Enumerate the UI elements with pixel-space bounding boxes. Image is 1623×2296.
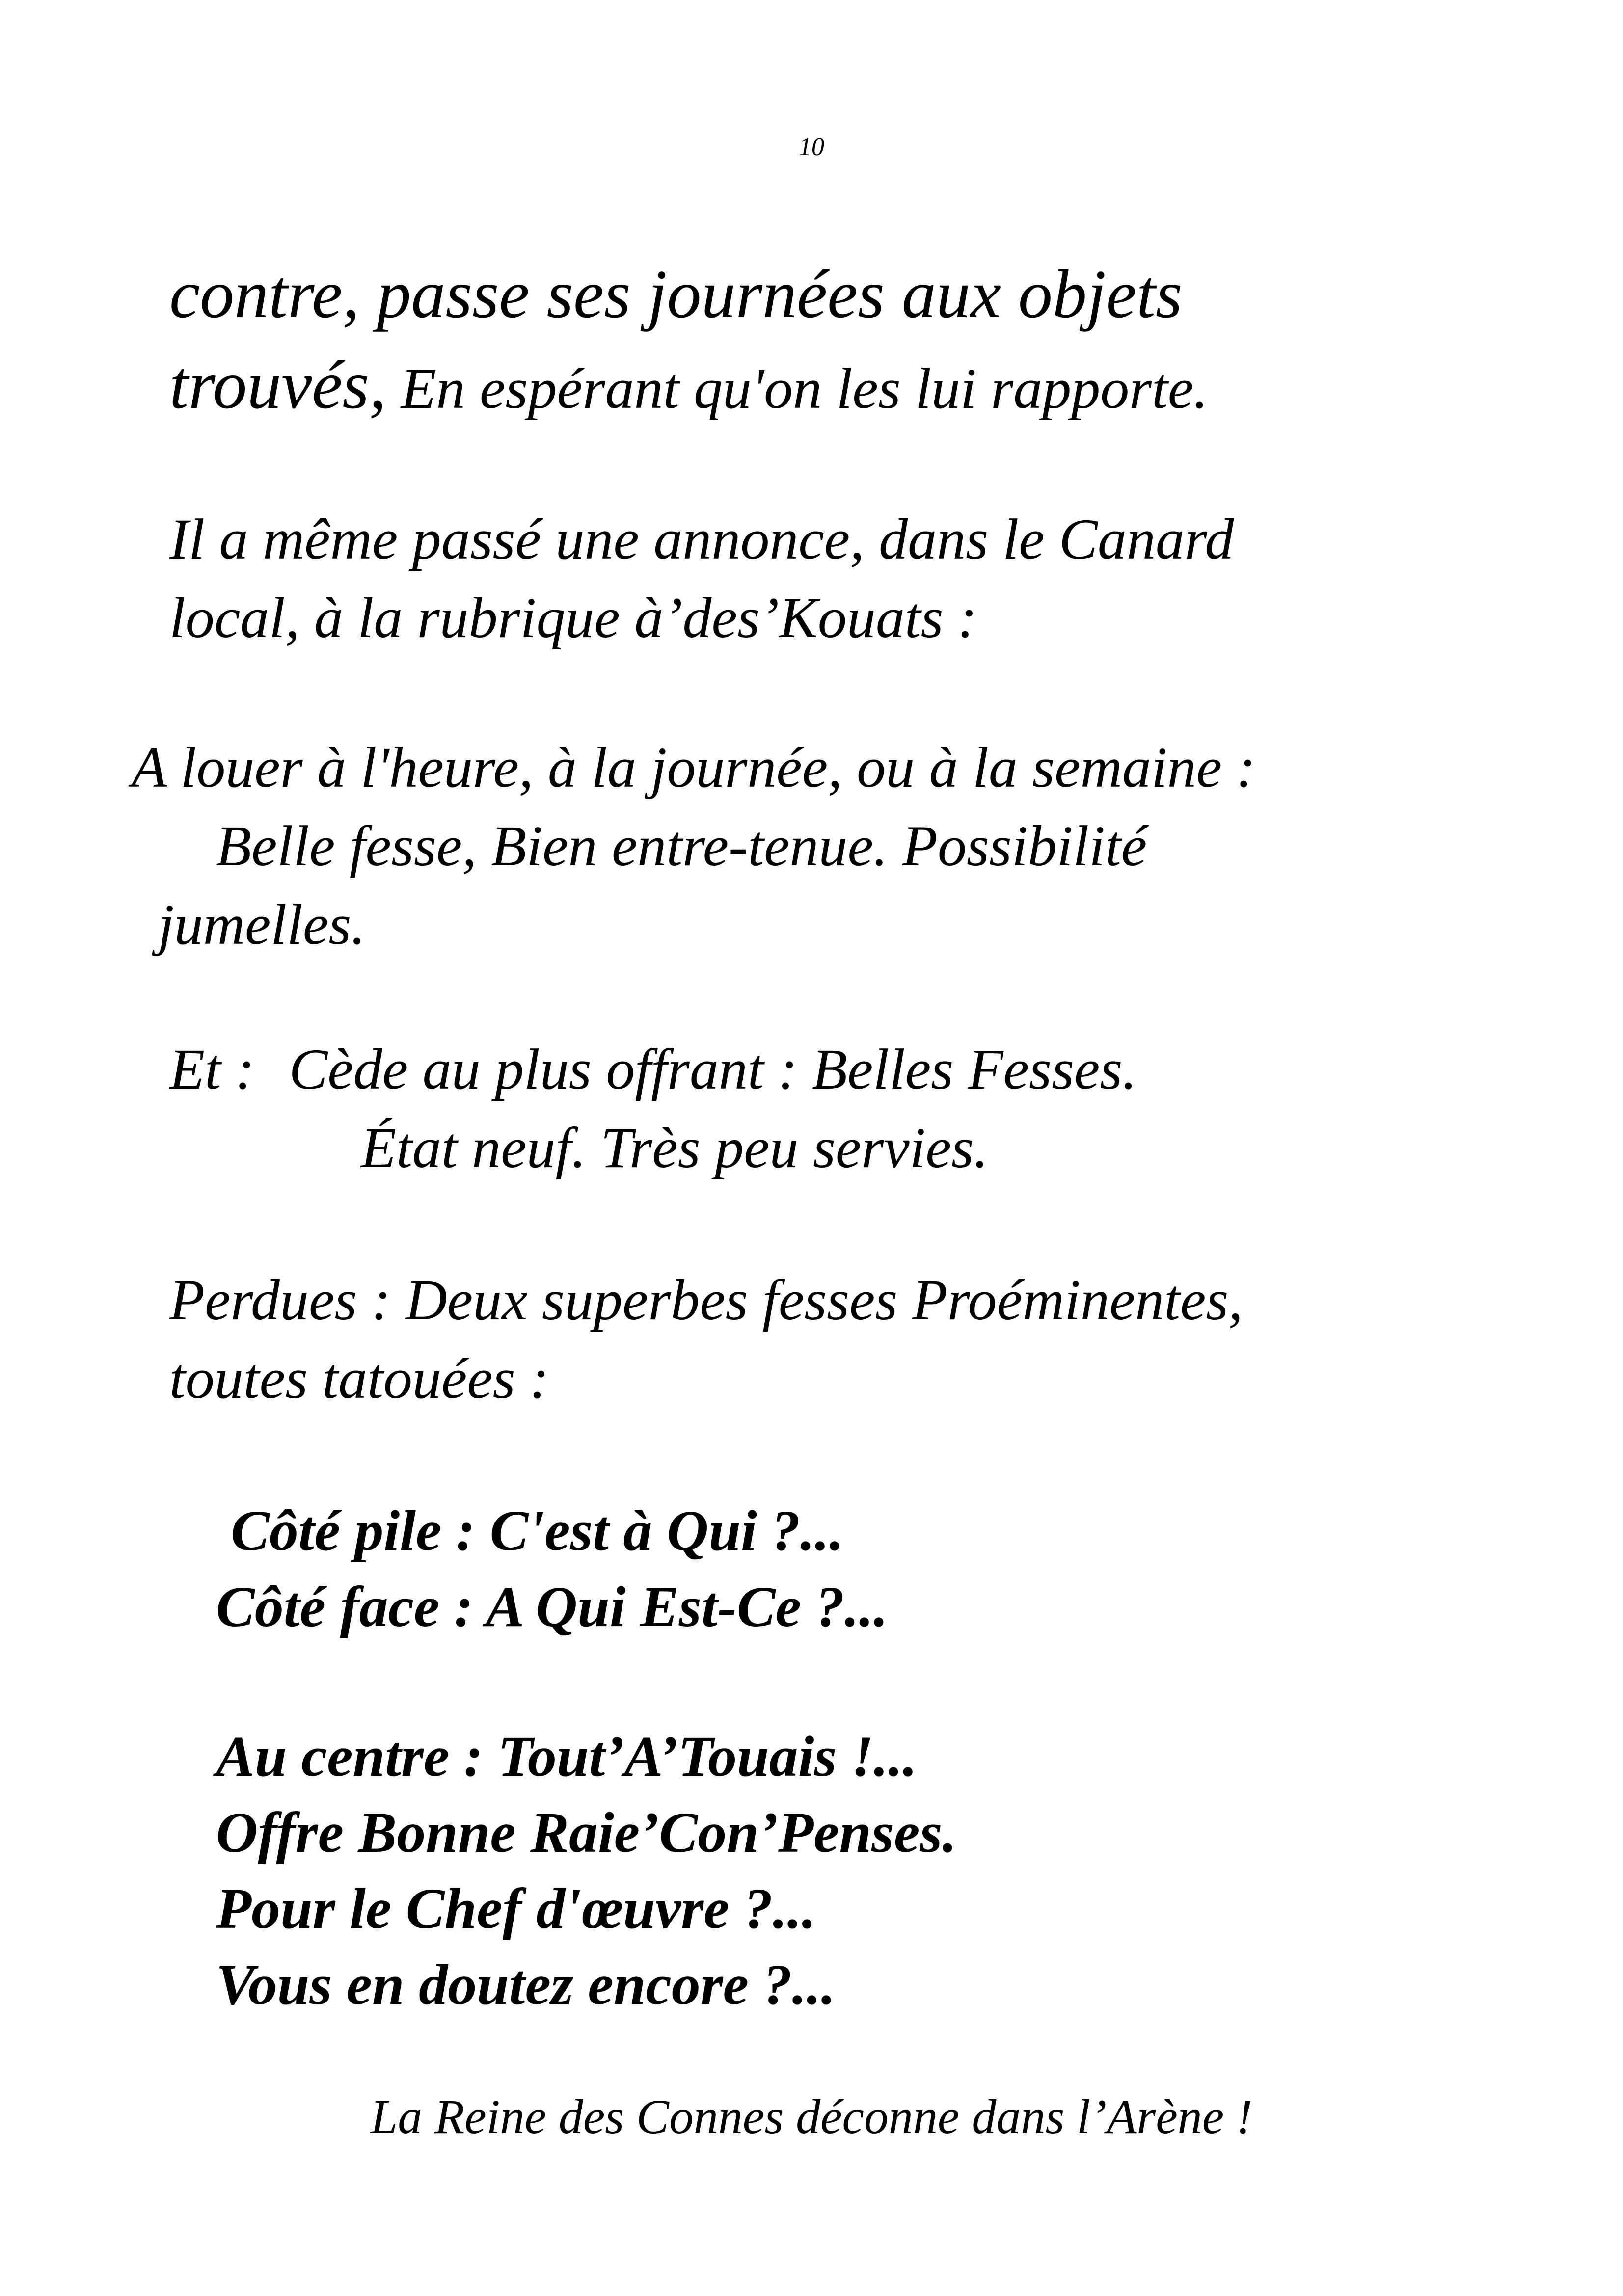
paragraph-3-line-1: A louer à l'heure, à la journée, ou à la semaine : [132, 735, 1256, 800]
paragraph-5-line-1: Perdues : Deux superbes fesses Proéminentes, [169, 1268, 1243, 1332]
paragraph-1-line-1: contre, passe ses journées aux objets [169, 256, 1183, 332]
paragraph-4-offer: Cède au plus offrant : Belles Fesses. [289, 1037, 1137, 1101]
paragraph-4-prefix: Et : [169, 1037, 255, 1101]
paragraph-6-line-1: Côté pile : C'est à Qui ?... [231, 1498, 844, 1563]
paragraph-1-line-2 [169, 347, 1208, 423]
paragraph-7-line-2: Offre Bonne Raie’Con’Penses. [216, 1800, 957, 1865]
paragraph-1-rest: En espérant qu'on les lui rapporte. [386, 356, 1208, 421]
paragraph-1-trouves: trouvés, [169, 347, 386, 423]
footer-line: La Reine des Connes déconne dans l’Arène ! [370, 2089, 1253, 2144]
paragraph-2-line-2: local, à la rubrique à’des’Kouats : [169, 586, 977, 650]
paragraph-4-line-1 [169, 1037, 1137, 1101]
paragraph-3-line-3: jumelles. [158, 892, 366, 957]
paragraph-4-line-2: État neuf. Très peu servies. [361, 1116, 989, 1180]
paragraph-6-line-2: Côté face : A Qui Est-Ce ?... [216, 1575, 888, 1639]
paragraph-7-line-3: Pour le Chef d'œuvre ?... [216, 1876, 816, 1941]
paragraph-2-line-1: Il a même passé une annonce, dans le Canard [169, 507, 1234, 571]
page-number: 10 [799, 133, 824, 161]
paragraph-7-line-1: Au centre : Tout’A’Touais !... [216, 1724, 918, 1789]
paragraph-5-line-2: toutes tatouées : [169, 1346, 549, 1411]
paragraph-3-line-2: Belle fesse, Bien entre-tenue. Possibilité [216, 814, 1147, 878]
paragraph-7-line-4: Vous en doutez encore ?... [216, 1952, 836, 2017]
